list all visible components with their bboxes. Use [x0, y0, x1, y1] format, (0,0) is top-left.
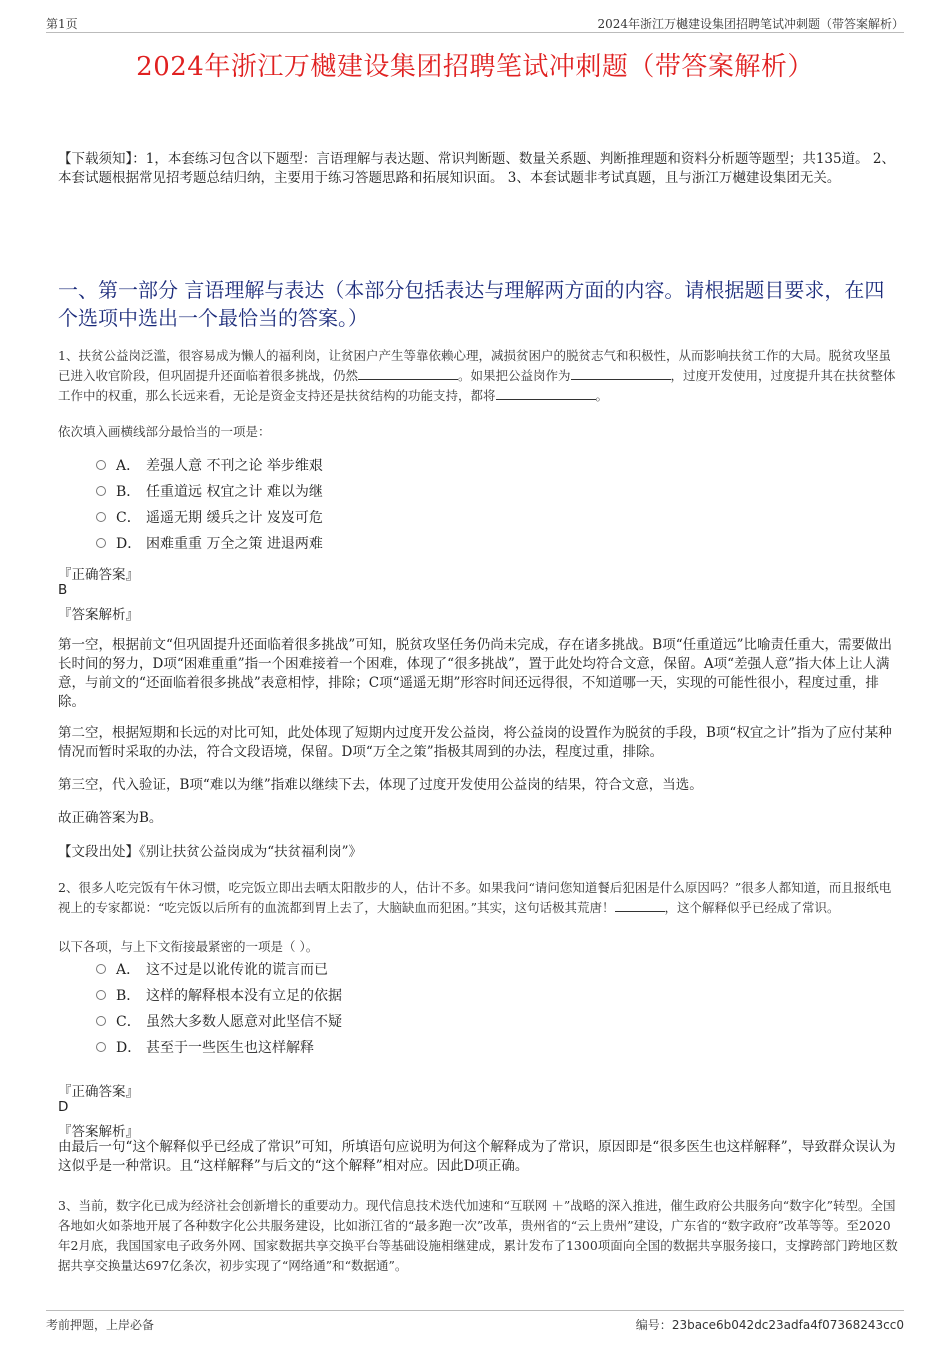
question-3-stem: 3、当前，数字化已成为经济社会创新增长的重要动力。现代信息技术迭代加速和“互联网 ＋”战略的深入推进，催生政府公共服务向“数字化”转型。全国各地如火如荼地开展了各种数字化公共服务建设，比如浙江省的“最多跑一次”改革，贵州省的“云上贵州”建设，广东省的“数字政府”改革等等。至2020年2月底，我国国家电子政务外网、国家数据共享交换平台等基础设施相继建成，累计发布了1300项面向全国的数据共享服务接口，支撑跨部门跨地区数据共享交换量达697亿条次，初步实现了“网络通”和“数据通”。: [58, 1198, 898, 1273]
q1-analysis-conclusion: 故正确答案为B。: [58, 810, 163, 826]
page-number: 第1页: [46, 17, 78, 31]
q2-answer-label: 『正确答案』: [58, 1084, 139, 1100]
section-heading: 一、第一部分 言语理解与表达（本部分包括表达与理解两方面的内容。请根据题目要求，在四个选项中选出一个最恰当的答案。）: [58, 278, 885, 330]
q2-option-d[interactable]: D． 甚至于一些医生也这样解释: [96, 1038, 314, 1058]
q2-analysis: 由最后一句“这个解释似乎已经成了常识”可知，所填语句应说明为何这个解释成为了常识，原因即是“很多医生也这样解释”，导致群众误认为这似乎是一种常识。且“这样解释”与后文的“这个解释”相对应。因此D项正确。: [58, 1139, 896, 1174]
fill-blank-4: [615, 899, 665, 912]
question-2-stem: 2、很多人吃完饭有午休习惯，吃完饭立即出去晒太阳散步的人，估计不多。如果我问“请问您知道餐后犯困是什么原因吗？”很多人都知道，而且报纸电视上的专家都说：“吃完饭以后所有的血流都到胃上去了，大脑缺血而犯困。”其实，这句话极其荒唐！ ，这个解释似乎已经成了常识。: [58, 880, 892, 915]
q1-source: 【文段出处】《别让扶贫公益岗成为“扶贫福利岗”》: [58, 844, 363, 860]
radio-icon[interactable]: [96, 512, 106, 522]
question-1-prompt: 依次填入画横线部分最恰当的一项是：: [58, 424, 271, 439]
q1-analysis-label: 『答案解析』: [58, 607, 139, 623]
fill-blank-3: [496, 387, 596, 400]
radio-icon[interactable]: [96, 990, 106, 1000]
question-1-stem: 1、扶贫公益岗泛滥，很容易成为懒人的福利岗，让贫困户产生等靠依赖心理，减损贫困户的脱贫志气和积极性，从而影响扶贫工作的大局。脱贫攻坚虽已进入收官阶段，但巩固提升还面临着很多挑战，仍然 。如果把公益岗作为 ，过度开发使用，过度提升其在扶贫整体工作中的权重，那么长远来看，无论是资金支持还是扶贫结构的功能支持，都将 。: [58, 348, 896, 403]
footer-slogan: 考前押题，上岸必备: [46, 1318, 155, 1332]
page-header: [46, 14, 904, 33]
q1-option-d[interactable]: D． 困难重重 万全之策 进退两难: [96, 534, 323, 554]
radio-icon[interactable]: [96, 1016, 106, 1026]
fill-blank-1: [358, 367, 458, 380]
radio-icon[interactable]: [96, 460, 106, 470]
radio-icon[interactable]: [96, 964, 106, 974]
q2-option-b[interactable]: B． 这样的解释根本没有立足的依据: [96, 986, 342, 1006]
question-2-prompt: 以下各项，与上下文衔接最紧密的一项是（ ）。: [58, 939, 319, 954]
footer-code: 编号：23bace6b042dc23adfa4f07368243cc0: [635, 1318, 904, 1332]
radio-icon[interactable]: [96, 538, 106, 548]
q2-option-a[interactable]: A． 这不过是以讹传讹的谎言而已: [96, 960, 328, 980]
q1-option-a[interactable]: A． 差强人意 不刊之论 举步维艰: [96, 456, 323, 476]
document-title: 2024年浙江万樾建设集团招聘笔试冲刺题（带答案解析）: [136, 52, 814, 82]
fill-blank-2: [571, 367, 671, 380]
radio-icon[interactable]: [96, 486, 106, 496]
q1-option-c[interactable]: C． 遥遥无期 缓兵之计 岌岌可危: [96, 508, 323, 528]
download-note: 【下载须知】：1，本套练习包含以下题型：言语理解与表达题、常识判断题、数量关系题、判断推理题和资料分析题等题型；共135道。 2、本套试题根据常见招考题总结归纳，主要用于练习答题思路和拓展知识面。 3、本套试题非考试真题，且与浙江万樾建设集团无关。: [58, 151, 895, 186]
q1-analysis-para-1: 第一空，根据前文“但巩固提升还面临着很多挑战”可知，脱贫攻坚任务仍尚未完成，存在诸多挑战。B项“任重道远”比喻责任重大，需要做出长时间的努力，D项“困难重重”指一个困难接着一个困难，体现了“很多挑战”，置于此处均符合文意，保留。A项“差强人意”指大体上让人满意，与前文的“还面临着很多挑战”表意相悖，排除；C项“遥遥无期”形容时间还远得很，不知道哪一天，实现的可能性很小，程度过重，排除。: [58, 637, 893, 710]
q2-option-c[interactable]: C． 虽然大多数人愿意对此坚信不疑: [96, 1012, 342, 1032]
header-doc-title: 2024年浙江万樾建设集团招聘笔试冲刺题（带答案解析）: [597, 17, 904, 31]
q1-option-b[interactable]: B． 任重道远 权宜之计 难以为继: [96, 482, 323, 502]
q2-analysis-label: 『答案解析』: [58, 1124, 139, 1140]
page-footer: [46, 1310, 904, 1333]
radio-icon[interactable]: [96, 1042, 106, 1052]
q1-analysis-para-3: 第三空，代入验证，B项“难以为继”指难以继续下去，体现了过度开发使用公益岗的结果，符合文意，当选。: [58, 777, 703, 793]
q2-answer: D: [58, 1099, 69, 1115]
q1-answer-label: 『正确答案』: [58, 567, 139, 583]
q1-analysis-para-2: 第二空，根据短期和长远的对比可知，此处体现了短期内过度开发公益岗，将公益岗的设置作为脱贫的手段，B项“权宜之计”指为了应付某种情况而暂时采取的办法，符合文段语境，保留。D项“万全之策”指极其周到的办法，程度过重，排除。: [58, 725, 892, 760]
q1-answer: B: [58, 582, 68, 598]
